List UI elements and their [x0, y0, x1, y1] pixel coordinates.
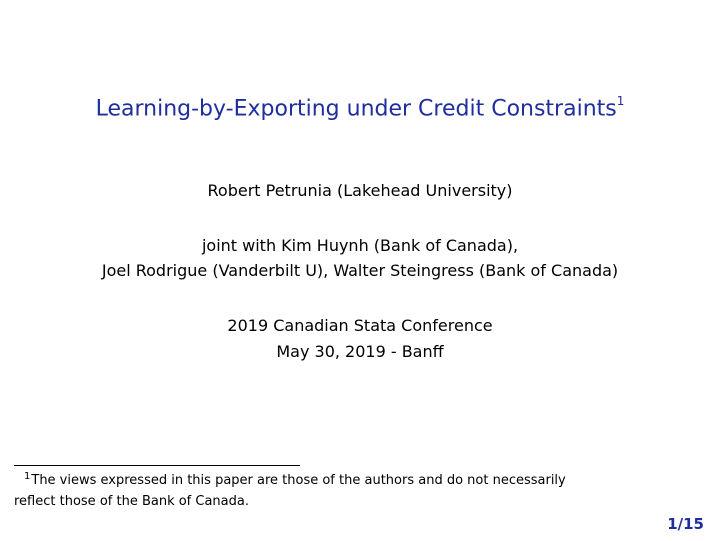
title-footnote-marker: 1 — [616, 94, 625, 108]
page-number: 1/15 — [667, 515, 704, 533]
coauthors-line-1: joint with Kim Huynh (Bank of Canada), — [201, 236, 519, 255]
presenter-author: Robert Petrunia (Lakehead University) — [207, 181, 513, 200]
coauthors-line-2: Joel Rodrigue (Vanderbilt U), Walter Steingress (Bank of Canada) — [101, 261, 619, 280]
footnote-text-1: The views expressed in this paper are those of the authors and do not necessarily — [31, 473, 566, 488]
conference-name: 2019 Canadian Stata Conference — [227, 316, 493, 335]
footnote-line-1 — [14, 470, 694, 491]
slide-title — [0, 96, 720, 121]
footnote — [14, 470, 694, 512]
footnote-divider — [14, 465, 300, 466]
footnote-text-2: reflect those of the Bank of Canada. — [14, 494, 249, 509]
slide-title-text: Learning-by-Exporting under Credit Constraints — [95, 96, 617, 122]
footnote-marker: 1 — [24, 470, 31, 482]
conference-date-location: May 30, 2019 - Banff — [276, 342, 444, 361]
